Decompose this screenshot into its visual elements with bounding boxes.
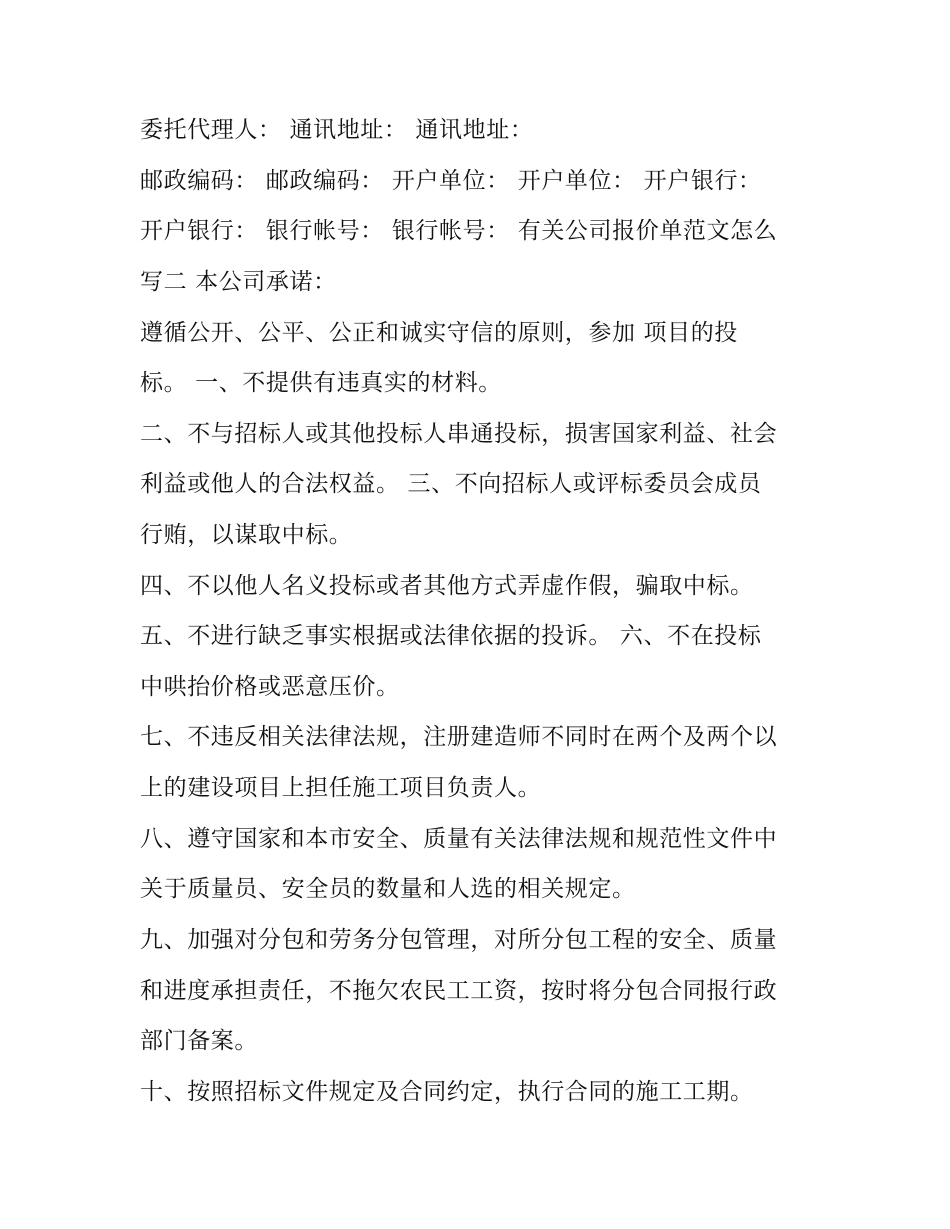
text-line: 中哄抬价格或恶意压价。: [140, 674, 400, 700]
text-line: 邮政编码： 邮政编码： 开户单位： 开户单位： 开户银行：: [140, 168, 762, 194]
text-line: 行贿，以谋取中标。: [140, 522, 353, 548]
text-line: 二、不与招标人或其他投标人串通投标，损害国家利益、社会: [140, 421, 778, 447]
text-line: 十、按照招标文件规定及合同约定，执行合同的施工工期。: [140, 1079, 754, 1105]
text-line: 部门备案。: [140, 1028, 258, 1054]
text-line: 遵循公开、公平、公正和诚实守信的原则，参加 项目的投: [140, 320, 738, 346]
text-line: 开户银行： 银行帐号： 银行帐号： 有关公司报价单范文怎么: [140, 218, 778, 244]
text-line: 八、遵守国家和本市安全、质量有关法律法规和规范性文件中: [140, 826, 778, 852]
text-line: 五、不进行缺乏事实根据或法律依据的投诉。 六、不在投标: [140, 623, 762, 649]
text-line: 利益或他人的合法权益。 三、不向招标人或评标委员会成员: [140, 471, 762, 497]
text-line: 委托代理人： 通讯地址： 通讯地址：: [140, 117, 534, 143]
text-line: 七、不违反相关法律法规，注册建造师不同时在两个及两个以: [140, 724, 778, 750]
text-line: 关于质量员、安全员的数量和人选的相关规定。: [140, 876, 636, 902]
text-line: 九、加强对分包和劳务分包管理，对所分包工程的安全、质量: [140, 927, 778, 953]
text-line: 写二 本公司承诺：: [140, 269, 337, 295]
text-line: 和进度承担责任，不拖欠农民工工资，按时将分包合同报行政: [140, 978, 778, 1004]
text-line: 上的建设项目上担任施工项目负责人。: [140, 775, 542, 801]
text-line: 四、不以他人名义投标或者其他方式弄虚作假，骗取中标。: [140, 573, 754, 599]
text-line: 标。 一、不提供有违真实的材料。: [140, 370, 502, 396]
